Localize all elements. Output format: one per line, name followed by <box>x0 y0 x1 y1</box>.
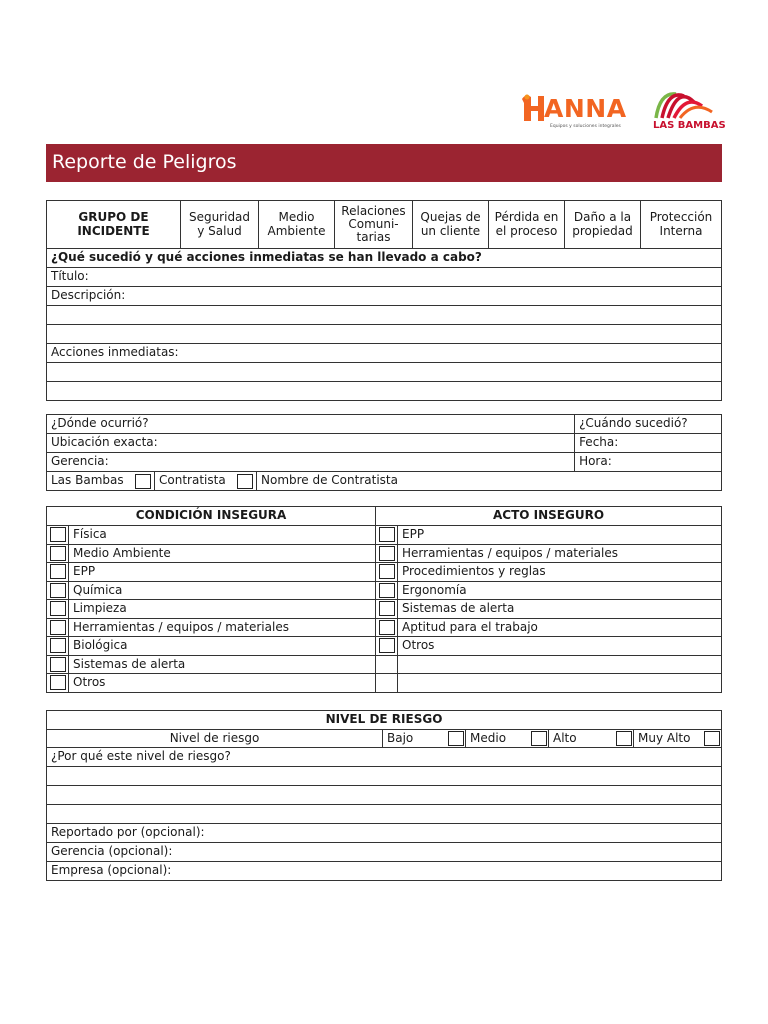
condicion-checkbox-cell[interactable] <box>47 655 69 674</box>
acto-checkbox[interactable] <box>379 564 395 579</box>
acto-item: Procedimientos y reglas <box>398 563 722 582</box>
conditions-table <box>46 506 722 693</box>
hanna-tagline: Equipos y soluciones integrales <box>550 124 621 129</box>
condicion-checkbox-cell[interactable] <box>47 600 69 619</box>
las-bambas-checkbox-cell[interactable] <box>133 472 155 491</box>
risk-level-bajo: Bajo <box>383 730 447 748</box>
condicion-checkbox[interactable] <box>50 675 66 690</box>
why-risk-line-4[interactable] <box>47 805 722 824</box>
hora-field[interactable]: Hora: <box>575 453 722 472</box>
condicion-checkbox-cell[interactable] <box>47 637 69 656</box>
reportado-por-field[interactable]: Reportado por (opcional): <box>47 824 722 843</box>
incident-question: ¿Qué sucedió y qué acciones inmediatas se han llevado a cabo? <box>47 249 722 268</box>
condicion-item: Medio Ambiente <box>69 544 376 563</box>
risk-table <box>46 710 722 881</box>
ubicacion-field[interactable]: Ubicación exacta: <box>47 434 575 453</box>
acto-checkbox-cell[interactable] <box>376 637 398 656</box>
muy-alto-checkbox[interactable] <box>704 731 720 746</box>
risk-level-muy-alto: Muy Alto <box>634 730 703 748</box>
why-risk-line-2[interactable] <box>47 767 722 786</box>
fecha-field[interactable]: Fecha: <box>575 434 722 453</box>
acto-empty-item <box>398 674 722 693</box>
acto-checkbox[interactable] <box>379 527 395 542</box>
acto-checkbox[interactable] <box>379 546 395 561</box>
why-risk-field[interactable]: ¿Por qué este nivel de riesgo? <box>47 748 722 767</box>
risk-level-medio: Medio <box>466 730 531 748</box>
acciones-field[interactable]: Acciones inmediatas: <box>47 344 722 363</box>
grupo-incidente-label: GRUPO DE INCIDENTE <box>47 201 181 249</box>
acto-item: EPP <box>398 526 722 545</box>
nivel-riesgo-label: Nivel de riesgo <box>47 730 383 748</box>
titulo-field[interactable]: Título: <box>47 268 722 287</box>
acto-checkbox[interactable] <box>379 583 395 598</box>
muy-alto-checkbox-cell[interactable] <box>703 730 722 748</box>
location-table <box>46 414 722 491</box>
condicion-checkbox[interactable] <box>50 638 66 653</box>
cuando-field[interactable]: ¿Cuándo sucedió? <box>575 415 722 434</box>
descripcion-field[interactable]: Descripción: <box>47 287 722 306</box>
condicion-checkbox[interactable] <box>50 583 66 598</box>
condicion-checkbox-cell[interactable] <box>47 544 69 563</box>
category-medio-ambiente[interactable]: Medio Ambiente <box>259 201 335 249</box>
header-logos <box>0 88 768 138</box>
condicion-checkbox[interactable] <box>50 620 66 635</box>
acto-checkbox[interactable] <box>379 638 395 653</box>
category-dano[interactable]: Daño a la propiedad <box>565 201 641 249</box>
alto-checkbox[interactable] <box>616 731 632 746</box>
category-relaciones-comunitarias[interactable]: Relaciones Comuni-tarias <box>335 201 413 249</box>
risk-level-alto: Alto <box>549 730 615 748</box>
nivel-riesgo-header: NIVEL DE RIESGO <box>47 711 722 730</box>
gerencia-opcional-field[interactable]: Gerencia (opcional): <box>47 843 722 862</box>
acto-empty-cell <box>376 655 398 674</box>
hanna-h-mark-icon <box>520 93 546 123</box>
acto-checkbox-cell[interactable] <box>376 526 398 545</box>
condicion-checkbox[interactable] <box>50 657 66 672</box>
medio-checkbox-cell[interactable] <box>531 730 549 748</box>
medio-checkbox[interactable] <box>531 731 547 746</box>
acto-checkbox-cell[interactable] <box>376 581 398 600</box>
las-bambas-name: LAS BAMBAS <box>653 120 726 131</box>
acto-item: Aptitud para el trabajo <box>398 618 722 637</box>
acto-item: Sistemas de alerta <box>398 600 722 619</box>
gerencia-field[interactable]: Gerencia: <box>47 453 575 472</box>
category-proteccion[interactable]: Protección Interna <box>641 201 722 249</box>
contratista-checkbox-cell[interactable] <box>235 472 257 491</box>
acto-checkbox-cell[interactable] <box>376 544 398 563</box>
acto-item: Otros <box>398 637 722 656</box>
descripcion-line-3[interactable] <box>47 325 722 344</box>
alto-checkbox-cell[interactable] <box>615 730 634 748</box>
acciones-line-3[interactable] <box>47 382 722 401</box>
bajo-checkbox-cell[interactable] <box>447 730 466 748</box>
acto-item: Herramientas / equipos / materiales <box>398 544 722 563</box>
condicion-item: Limpieza <box>69 600 376 619</box>
las-bambas-arches-icon <box>650 88 725 120</box>
condicion-item: Física <box>69 526 376 545</box>
title-banner <box>46 144 722 182</box>
condicion-insegura-header: CONDICIÓN INSEGURA <box>47 507 376 526</box>
why-risk-line-3[interactable] <box>47 786 722 805</box>
acto-item: Ergonomía <box>398 581 722 600</box>
acto-checkbox[interactable] <box>379 601 395 616</box>
condicion-checkbox-cell[interactable] <box>47 581 69 600</box>
las-bambas-label: Las Bambas <box>47 472 133 491</box>
empresa-opcional-field[interactable]: Empresa (opcional): <box>47 862 722 881</box>
acciones-line-2[interactable] <box>47 363 722 382</box>
acto-empty-cell <box>376 674 398 693</box>
acto-checkbox-cell[interactable] <box>376 618 398 637</box>
category-quejas[interactable]: Quejas de un cliente <box>413 201 489 249</box>
contratista-checkbox[interactable] <box>237 474 253 489</box>
condicion-checkbox-cell[interactable] <box>47 526 69 545</box>
las-bambas-checkbox[interactable] <box>135 474 151 489</box>
condicion-item: Biológica <box>69 637 376 656</box>
condicion-checkbox[interactable] <box>50 601 66 616</box>
condicion-item: Otros <box>69 674 376 693</box>
condicion-item: Sistemas de alerta <box>69 655 376 674</box>
category-seguridad[interactable]: Seguridad y Salud <box>181 201 259 249</box>
hanna-logo <box>520 90 635 136</box>
hanna-name: ANNA <box>544 94 627 123</box>
condicion-item: Herramientas / equipos / materiales <box>69 618 376 637</box>
category-perdida[interactable]: Pérdida en el proceso <box>489 201 565 249</box>
condicion-checkbox[interactable] <box>50 564 66 579</box>
acto-checkbox-cell[interactable] <box>376 563 398 582</box>
incident-table <box>46 200 722 401</box>
contratista-label: Contratista <box>155 472 235 491</box>
acto-checkbox-cell[interactable] <box>376 600 398 619</box>
bajo-checkbox[interactable] <box>448 731 464 746</box>
donde-field[interactable]: ¿Dónde ocurrió? <box>47 415 575 434</box>
acto-inseguro-header: ACTO INSEGURO <box>376 507 722 526</box>
condicion-item: Química <box>69 581 376 600</box>
acto-checkbox[interactable] <box>379 620 395 635</box>
nombre-contratista-field[interactable]: Nombre de Contratista <box>257 472 722 491</box>
acto-empty-item <box>398 655 722 674</box>
descripcion-line-2[interactable] <box>47 306 722 325</box>
condicion-checkbox-cell[interactable] <box>47 563 69 582</box>
condicion-item: EPP <box>69 563 376 582</box>
condicion-checkbox[interactable] <box>50 527 66 542</box>
condicion-checkbox-cell[interactable] <box>47 674 69 693</box>
las-bambas-logo <box>650 88 725 134</box>
page-title: Reporte de Peligros <box>52 151 237 173</box>
condicion-checkbox[interactable] <box>50 546 66 561</box>
condicion-checkbox-cell[interactable] <box>47 618 69 637</box>
